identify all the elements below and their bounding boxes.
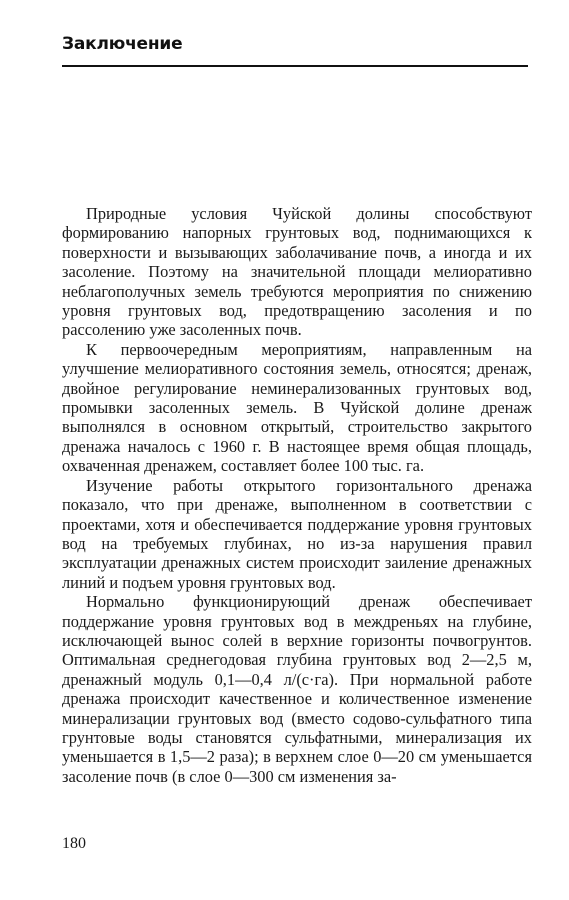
- body-text: [62, 204, 532, 786]
- paragraph: Природные условия Чуйской долины способствуют формированию напорных грунтовых вод, поднимающихся к поверхности и вызывающих заболачивание почв, а иногда и их засоление. Поэтому на значительной площади мелиоративно неблагополучных земель требуются мероприятия по снижению уровня грунтовых вод, предотвращению засоления и по рассолению уже засоленных почв.: [62, 204, 532, 340]
- heading-rule: [62, 65, 528, 67]
- page-number: 180: [62, 835, 86, 852]
- paragraph: Изучение работы открытого горизонтального дренажа показало, что при дренаже, выполненном в соответствии с проектами, хотя и обеспечивается поддержание уровня грунтовых вод на требуемых глубинах, но из-за нарушения правил эксплуатации дренажных систем происходит заиление дренажных линий и подъем уровня грунтовых вод.: [62, 475, 532, 592]
- paragraph: Нормально функционирующий дренаж обеспечивает поддержание уровня грунтовых вод в междреньях на глубине, исключающей вынос солей в верхние горизонты почвогрунтов. Оптимальная среднегодовая глубина грунтовых вод 2—2,5 м, дренажный модуль 0,1—0,4 л/(с·га). При нормальной работе дренажа происходит качественное и количественное изменение минерализации грунтовых вод (вместо содово-сульфатного типа грунтовые воды становятся сульфатными, минерализация их уменьшается в 1,5—2 раза); в верхнем слое 0—20 см уменьшается засоление почв (в слое 0—300 см изменения за-: [62, 592, 532, 786]
- paragraph: К первоочередным мероприятиям, направленным на улучшение мелиоративного состояния земель, относятся; дренаж, двойное регулирование неминерализованных грунтовых вод, промывки засоленных земель. В Чуйской долине дренаж выполнялся в основном открытый, строительство закрытого дренажа началось с 1960 г. В настоящее время общая площадь, охваченная дренажем, составляет более 100 тыс. га.: [62, 339, 532, 476]
- section-heading: Заключение: [62, 34, 183, 54]
